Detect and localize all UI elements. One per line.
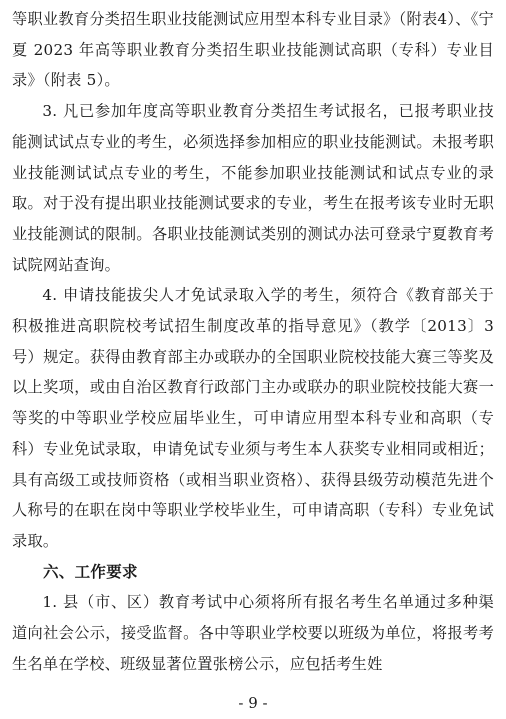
paragraph-requirement-1: 1. 县（市、区）教育考试中心须将所有报名考生名单通过多种渠道向社会公示，接受监督。各中等职业学校要以班级为单位，将报考考生名单在学校、班级显著位置张榜公示，应包括考生姓 — [12, 593, 494, 673]
page-number: - 9 - — [238, 694, 268, 712]
section-heading: 六、工作要求 — [43, 562, 138, 581]
paragraph-continuation: 等职业教育分类招生职业技能测试应用型本科专业目录》（附表4）、《宁夏 2023 年高等职业教育分类招生职业技能测试高职（专科）专业目录》（附表 5）。 — [12, 10, 494, 90]
paragraph-item-4: 4. 申请技能拔尖人才免试录取入学的考生，须符合《教育部关于积极推进高职院校考试招生制度改革的指导意见》（教学〔2013〕3 号）规定。获得由教育部主办或联办的全国职业院校技能大赛三等奖及以上奖项，或由自治区教育行政部门主办或联办的职业院校技能大赛一等奖的中等职业学校应届毕业生，可申请应用型本科专业和高职（专科）专业免试录取，申请免试专业须与考生本人获奖专业相同或相近；具有高级工或技师资格（或相当职业资格）、获得县级劳动模范先进个人称号的在职在岗中等职业学校毕业生，可申请高职（专科）专业免试录取。 — [12, 286, 494, 550]
paragraph-item-3: 3. 凡已参加年度高等职业教育分类招生考试报名，已报考职业技能测试试点专业的考生，必须选择参加相应的职业技能测试。未报考职业技能测试试点专业的考生，不能参加职业技能测试和试点专业的录取。对于没有提出职业技能测试要求的专业，考生在报考该专业时无职业技能测试的限制。各职业技能测试类别的测试办法可登录宁夏教育考试院网站查询。 — [12, 102, 494, 274]
document-body — [12, 4, 494, 679]
